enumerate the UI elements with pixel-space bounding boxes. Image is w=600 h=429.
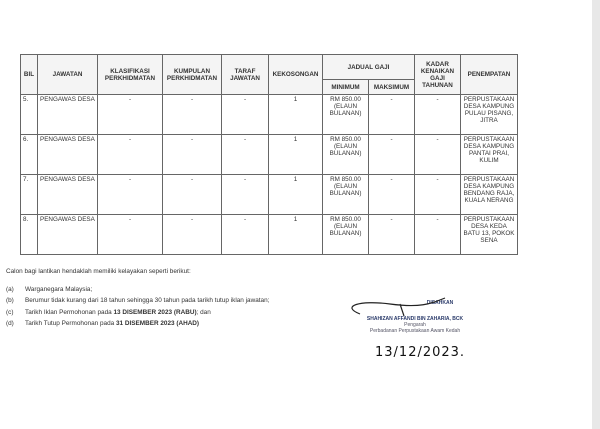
cell-taraf: - (222, 95, 269, 135)
item-text: Berumur tidak kurang dari 18 tahun sehingga 30 tahun pada tarikh tutup iklan jawatan; (25, 297, 270, 304)
table-row (21, 215, 518, 255)
item-bold: 13 DISEMBER 2023 (RABU) (113, 308, 197, 316)
requirement-item (6, 318, 269, 330)
cell-kumpulan: - (163, 135, 222, 175)
cell-penempatan: PERPUSTAKAAN DESA KAMPUNG PANTAI PRAI, KULIM (461, 135, 518, 175)
cell-kadar: - (415, 95, 461, 135)
cell-kadar: - (415, 175, 461, 215)
cell-minimum: RM 850.00 (ELAUN BULANAN) (323, 95, 369, 135)
cell-taraf: - (222, 215, 269, 255)
cell-klasifikasi: - (98, 135, 163, 175)
header-kekosongan: KEKOSONGAN (269, 55, 323, 95)
cell-maksimum: - (369, 95, 415, 135)
item-key: (b) (6, 297, 14, 304)
header-kadar: KADAR KENAIKAN GAJI TAHUNAN (415, 55, 461, 95)
cell-kadar: - (415, 215, 461, 255)
header-jadual-gaji: JADUAL GAJI (323, 55, 415, 80)
cell-maksimum: - (369, 135, 415, 175)
requirement-item (6, 295, 269, 307)
cell-penempatan: PERPUSTAKAAN DESA KEDA BATU 13, POKOK SENA (461, 215, 518, 255)
signatory-org: Perbadanan Perpustakaan Awam Kedah (369, 328, 461, 334)
signature-date: 13/12/2023. (375, 345, 466, 360)
cell-kekosongan: 1 (269, 215, 323, 255)
cell-minimum: RM 850.00 (ELAUN BULANAN) (323, 135, 369, 175)
cell-bil: 6. (21, 135, 38, 175)
cell-kekosongan: 1 (269, 95, 323, 135)
cell-kekosongan: 1 (269, 175, 323, 215)
cell-penempatan: PERPUSTAKAAN DESA KAMPUNG BENDANG RAJA, KUALA NERANG (461, 175, 518, 215)
signature-scribble-icon (340, 296, 450, 318)
cell-klasifikasi: - (98, 95, 163, 135)
header-penempatan: PENEMPATAN (461, 55, 518, 95)
disahkan-label: DISAHKAN (426, 300, 454, 306)
requirement-item (6, 284, 269, 296)
requirement-item (6, 307, 269, 319)
table-row (21, 95, 518, 135)
item-key: (a) (6, 285, 14, 293)
requirements (6, 266, 269, 330)
item-bold: 31 DISEMBER 2023 (AHAD) (115, 320, 200, 327)
signatory-title: Pengarah (404, 322, 426, 328)
cell-bil: 8. (21, 215, 38, 255)
cell-bil: 7. (21, 175, 38, 215)
cell-bil: 5. (21, 95, 38, 135)
cell-klasifikasi: - (98, 175, 163, 215)
cell-minimum: RM 850.00 (ELAUN BULANAN) (323, 215, 369, 255)
cell-kekosongan: 1 (269, 135, 323, 175)
item-text: Tarikh Tutup Permohonan pada (25, 320, 116, 327)
signatory-name: SHAHIZAN AFFANDI BIN ZAHARIA, BCK (366, 316, 464, 322)
header-taraf: TARAF JAWATAN (222, 55, 269, 95)
item-text: Tarikh Iklan Permohonan pada (25, 308, 114, 316)
table-row (21, 135, 518, 175)
header-maksimum: MAKSIMUM (369, 80, 415, 95)
cell-kadar: - (415, 135, 461, 175)
cell-jawatan: PENGAWAS DESA (38, 175, 98, 215)
table-row (21, 175, 518, 215)
header-bil: BIL (21, 55, 38, 95)
cell-jawatan: PENGAWAS DESA (38, 135, 98, 175)
cell-kumpulan: - (163, 175, 222, 215)
header-kumpulan: KUMPULAN PERKHIDMATAN (163, 55, 222, 95)
item-end: ; dan (196, 308, 211, 316)
cell-klasifikasi: - (98, 215, 163, 255)
cell-maksimum: - (369, 175, 415, 215)
header-minimum: MINIMUM (323, 80, 369, 95)
cell-jawatan: PENGAWAS DESA (38, 215, 98, 255)
cell-kumpulan: - (163, 95, 222, 135)
cell-penempatan: PERPUSTAKAAN DESA KAMPUNG PULAU PISANG, JITRA (461, 95, 518, 135)
header-jawatan: JAWATAN (38, 55, 98, 95)
job-table (20, 54, 518, 255)
signature-block (340, 300, 490, 334)
header-klasifikasi: KLASIFIKASI PERKHIDMATAN (98, 55, 163, 95)
cell-kumpulan: - (163, 215, 222, 255)
item-key: (c) (6, 308, 14, 316)
item-text: Warganegara Malaysia; (25, 285, 93, 293)
item-key: (d) (6, 320, 14, 327)
requirements-intro: Calon bagi lantikan hendaklah memiliki kelayakan seperti berikut: (6, 268, 191, 275)
cell-taraf: - (222, 135, 269, 175)
cell-minimum: RM 850.00 (ELAUN BULANAN) (323, 175, 369, 215)
cell-jawatan: PENGAWAS DESA (38, 95, 98, 135)
scrollbar[interactable] (592, 0, 600, 429)
cell-taraf: - (222, 175, 269, 215)
cell-maksimum: - (369, 215, 415, 255)
